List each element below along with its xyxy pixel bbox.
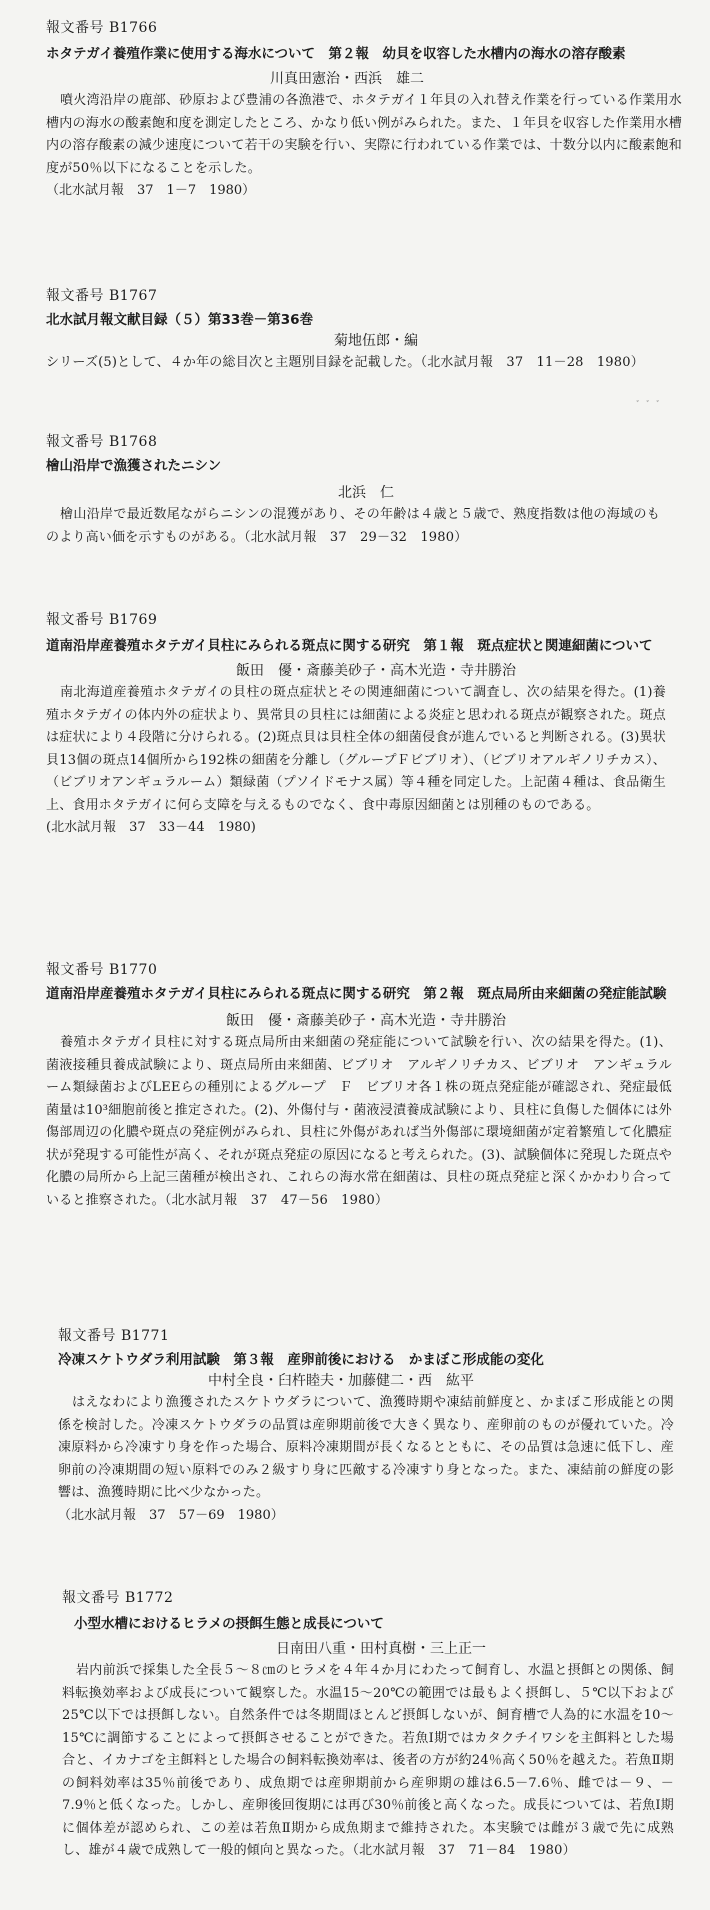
entry-b1770 — [46, 960, 672, 1212]
abstract: はえなわにより漁獲されたスケトウダラについて、漁獲時期や凍結前鮮度と、かまぼこ形成能との関係を検討した。冷凍スケトウダラの品質は産卵期前後で大きく異なり、産卵前のものが優れていた。冷凍原料から冷凍すり身を作った場合、原料冷凍期間が長くなるとともに、その品質は急速に低下し、産卵前の冷凍期間の短い原料でのみ２級すり身に匹敵する冷凍すり身となった。また、凍結前の鮮度の影響は、漁獲時期に比べ少なかった。 — [58, 1395, 674, 1500]
abstract: シリーズ(5)として、４か年の総目次と主題別目録を記載した。（北水試月報 37 11－28 1980） — [46, 355, 644, 370]
authors: 北浜 仁 — [338, 485, 394, 501]
report-title: 道南沿岸産養殖ホタテガイ貝柱にみられる斑点に関する研究 第１報 斑点症状と関連細菌について — [46, 638, 653, 654]
report-title: 小型水槽におけるヒラメの摂餌生態と成長について — [74, 1616, 384, 1632]
entry-b1767 — [46, 286, 646, 375]
authors: 飯田 優・斎藤美砂子・高木光造・寺井勝治 — [236, 663, 516, 679]
report-title: 冷凍スケトウダラ利用試験 第３報 産卵前後における かまぼこ形成能の変化 — [58, 1352, 544, 1368]
abstract: 岩内前浜で採集した全長５～８㎝のヒラメを４年４か月にわたって飼育し、水温と摂餌との関係、飼料転換効率および成長について観察した。水温15～20℃の範囲では最もよく摂餌し、５℃以下および25℃以下では摂餌しない。自然条件では冬期間ほとんど摂餌しないが、飼育槽で人為的に水温を10～15℃に調節することによって摂餌させることができた。若魚Ⅰ期ではカタクチイワシを主餌料とした場合と、イカナゴを主餌料とした場合の飼料転換効率は、後者の方が約24％高く50％を越えた。若魚Ⅱ期の飼料効率は35％前後であり、成魚期では産卵期前から産卵期の雄は6.5－7.6％、雌では－９、－7.9％と低くなった。しかし、産卵後回復期には再び30％前後と高くなった。成長については、若魚Ⅰ期に個体差が認められ、この差は若魚Ⅱ期から成魚期まで維持された。本実験では雌が３歳で先に成熟し、雄が４歳で成熟して一般的傾向と異なった。（北水試月報 37 71－84 1980） — [62, 1663, 674, 1858]
report-number: 報文番号 B1768 — [46, 434, 158, 450]
citation: （北水試月報 37 57－69 1980） — [58, 1507, 284, 1523]
report-title: 檜山沿岸で漁獲されたニシン — [46, 458, 222, 474]
authors: 日南田八重・田村真樹・三上正一 — [276, 1641, 486, 1657]
citation: (北水試月報 37 33－44 1980) — [46, 820, 256, 835]
report-number: 報文番号 B1769 — [46, 612, 158, 628]
stray-mark: ゛゛゛ — [636, 401, 667, 411]
report-number: 報文番号 B1771 — [58, 1328, 170, 1344]
entry-b1769 — [46, 610, 666, 839]
authors: 川真田憲治・西浜 雄二 — [270, 71, 424, 87]
entry-b1772 — [62, 1588, 674, 1863]
report-number: 報文番号 B1767 — [46, 288, 158, 304]
abstract: 養殖ホタテガイ貝柱に対する斑点局所由来細菌の発症能について試験を行い、次の結果を得た。(1)、菌液接種貝養成試験により、斑点局所由来細菌、ビブリオ アルギノリチカス、ビブリオ アンギュラルーム類緑菌およびLEEらの種別によるグループ Ｆ ビブリオ各１株の斑点発症能が確認され、発症最低菌量は10³細胞前後と推定された。(2)、外傷付与・菌液浸漬養成試験により、貝柱に負傷した個体には外傷部周辺の化膿や斑点の発症例がみられ、貝柱に外傷があれば当外傷部に環境細菌が定着繁殖して化膿症状が発現する可能性が高く、それが斑点発症の原因になると考えられた。(3)、試験個体に発現した斑点や化膿の局所から上記三菌種が検出され、これらの海水常在細菌は、貝柱の斑点発症と深くかかわり合っていると推察された。（北水試月報 37 47－56 1980） — [46, 1035, 672, 1208]
report-number: 報文番号 B1772 — [62, 1590, 174, 1606]
citation: （北水試月報 37 1－7 1980） — [46, 183, 256, 198]
authors: 飯田 優・斎藤美砂子・高木光造・寺井勝治 — [226, 1013, 506, 1029]
report-title: 北水試月報文献目録（５）第33巻－第36巻 — [46, 312, 314, 328]
entry-b1768 — [46, 432, 660, 549]
abstract: 檜山沿岸で最近数尾ながらニシンの混獲があり、その年齢は４歳と５歳で、熟度指数は他の海域のものより高い価を示すものがある。（北水試月報 37 29－32 1980） — [46, 507, 660, 545]
abstract: 南北海道産養殖ホタテガイの貝柱の斑点症状とその関連細菌について調査し、次の結果を得た。(1)養殖ホタテガイの体内外の症状より、異常貝の貝柱には細菌による炎症と思われる斑点が観察された。斑点は症状により４段階に分けられる。(2)斑点貝は貝柱全体の細菌侵食が進んでいると判断される。(3)異状貝13個の斑点14個所から192株の細菌を分離し（グループＦビブリオ）、（ビブリオアルギノリチカス）、（ビブリオアンギュラルーム）類緑菌（プソイドモナス属）等４種を同定した。上記菌４種は、食品衛生上、食用ホタテガイに何ら支障を与えるものでなく、食中毒原因細菌とは別種のものである。 — [46, 685, 666, 813]
report-number: 報文番号 B1770 — [46, 962, 158, 978]
report-title: ホタテガイ養殖作業に使用する海水について 第２報 幼貝を収容した水槽内の海水の溶存酸素 — [46, 46, 626, 62]
report-number: 報文番号 B1766 — [46, 20, 158, 36]
authors: 中村全良・臼杵睦夫・加藤健二・西 紘平 — [208, 1373, 474, 1389]
report-title: 道南沿岸産養殖ホタテガイ貝柱にみられる斑点に関する研究 第２報 斑点局所由来細菌の発症能試験 — [46, 986, 667, 1002]
entry-b1771 — [58, 1326, 674, 1527]
authors: 菊地伍郎・編 — [334, 333, 418, 349]
abstract: 噴火湾沿岸の鹿部、砂原および豊浦の各漁港で、ホタテガイ１年貝の入れ替え作業を行っている作業用水槽内の海水の酸素飽和度を測定したところ、かなり低い例がみられた。また、１年貝を収容した作業用水槽内の溶存酸素の減少速度について若干の実験を行い、実際に行われている作業では、十数分以内に酸素飽和度が50％以下になることを示した。 — [46, 93, 682, 176]
entry-b1766 — [46, 18, 682, 202]
